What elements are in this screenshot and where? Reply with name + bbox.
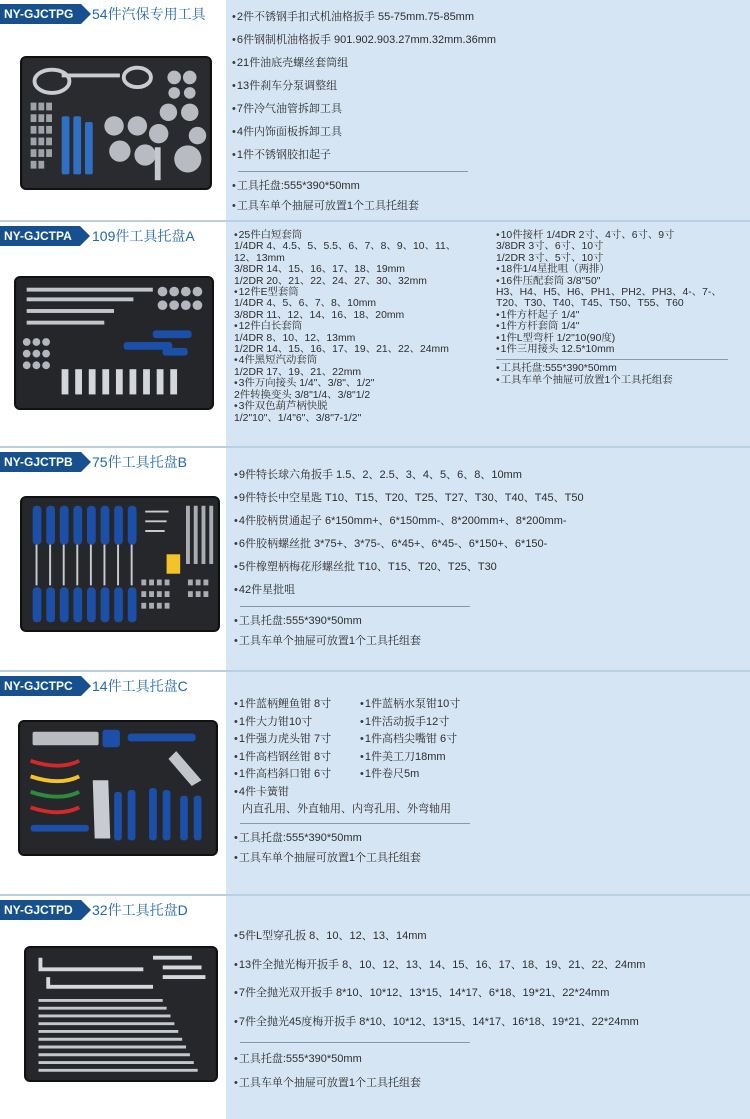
spec-item: H3、H4、H5、H6、PH1、PH2、PH3、4-、7-、 (496, 287, 722, 299)
spec-item: • 18件1/4星批咀（两排） (496, 264, 728, 275)
section-title: 75件工具托盘B (92, 454, 187, 470)
drawer-note: • 工具车单个抽屉可放置1个工具托组套 (496, 375, 728, 387)
section-spec-panel (226, 0, 750, 220)
section-title: 54件汽保专用工具 (92, 6, 206, 22)
spec-item: • 6件钢制机油格扳手 901.902.903.27mm.32mm.36mm (232, 29, 496, 52)
section-gjctpd (0, 896, 750, 1119)
spec-item: 3/8DR 3寸、6寸、10寸 (496, 241, 604, 253)
spec-item: • 9件特长球六角扳手 1.5、2、2.5、3、4、5、6、8、10mm (234, 464, 584, 487)
section-gjctpb (0, 448, 750, 670)
section-code-badge: NY-GJCTPA (0, 226, 80, 246)
tray-size: • 工具托盘:555*390*50mm (234, 1047, 645, 1071)
spec-item: • 7件冷气油管拆卸工具 (232, 98, 496, 121)
section-title: 32件工具托盘D (92, 902, 188, 918)
tool-tray-image (18, 720, 218, 856)
spec-item: 1/2DR 14、15、16、17、19、21、22、24mm (234, 344, 449, 356)
spec-item: • 1件蓝柄鲤鱼钳 8寸 (234, 696, 470, 714)
spec-item: • 5件橡塑柄梅花形螺丝批 T10、T15、T20、T25、T30 (234, 556, 584, 579)
section-title: 14件工具托盘C (92, 678, 188, 694)
section-image-panel (0, 222, 224, 446)
divider (240, 606, 470, 607)
spec-item: 1/4DR 8、10、12、13mm (234, 332, 356, 344)
spec-item: • 25件白短套筒 (234, 230, 456, 241)
section-spec-panel (226, 448, 750, 670)
section-code-badge: NY-GJCTPB (0, 452, 81, 472)
section-spec-panel (226, 222, 750, 446)
spec-item: • 1件强力虎头钳 7寸 (234, 731, 470, 749)
spec-item: 1/4DR 4、4.5、5、5.5、6、7、8、9、10、11、 (234, 241, 457, 253)
spec-item: • 12件E型套筒 (234, 287, 456, 298)
section-image-panel (0, 0, 224, 220)
spec-item: • 7件全抛光双开扳手 8*10、10*12、13*15、14*17、6*18、19*21、22*24mm (234, 979, 645, 1008)
tray-size: • 工具托盘:555*390*50mm (496, 363, 728, 375)
tray-size: • 工具托盘:555*390*50mm (234, 611, 584, 631)
spec-item: • 12件白长套筒 (234, 321, 456, 332)
spec-item: • 13件全抛光梅开扳手 8、10、12、13、14、15、16、17、18、19、21、22、24mm (234, 951, 645, 980)
spec-item: • 1件高档尖嘴钳 6寸 (360, 731, 460, 749)
spec-item: • 7件全抛光45度梅开扳手 8*10、10*12、13*15、14*17、16*18、19*21、22*24mm (234, 1008, 645, 1037)
drawer-note: • 工具车单个抽屉可放置1个工具托组套 (234, 1071, 645, 1095)
spec-item: 12、13mm (234, 252, 285, 264)
spec-item: • 3件万向接头 1/4"、3/8"、1/2" (234, 378, 456, 389)
section-code-badge: NY-GJCTPG (0, 4, 81, 24)
spec-item: • 10件接杆 1/4DR 2寸、4寸、6寸、9寸 (496, 230, 728, 241)
spec-item: • 1件卷尺5m (360, 766, 460, 784)
section-image-panel (0, 448, 224, 670)
spec-item: • 42件星批咀 (234, 579, 584, 602)
section-title: 109件工具托盘A (92, 228, 195, 244)
spec-item: • 4件胶柄贯通起子 6*150mm+、6*150mm-、8*200mm+、8*200mm- (234, 510, 584, 533)
spec-item: • 1件美工刀18mm (360, 749, 460, 767)
spec-item: • 4件内饰面板拆卸工具 (232, 121, 496, 144)
spec-item: 3/8DR 11、12、14、16、18、20mm (234, 309, 405, 321)
spec-item: • 1件不锈钢胶扣起子 (232, 144, 496, 167)
spec-item: • 1件大力钳10寸 (234, 714, 470, 732)
spec-item: • 1件L型弯杆 1/2"10(90度) (496, 333, 728, 344)
section-gjctpa (0, 222, 750, 446)
tray-size: • 工具托盘:555*390*50mm (234, 828, 470, 848)
drawer-note: • 工具车单个抽屉可放置1个工具托组套 (232, 196, 496, 216)
spec-item: • 1件方杆套筒 1/4" (496, 321, 728, 332)
spec-item: T20、T30、T40、T45、T50、T55、T60 (496, 298, 684, 310)
tray-size: • 工具托盘:555*390*50mm (232, 176, 496, 196)
spec-item: • 1件方杆起子 1/4" (496, 310, 728, 321)
tool-tray-image (24, 946, 218, 1082)
spec-item: • 2件不锈钢手扣式机油格扳手 55-75mm.75-85mm (232, 6, 496, 29)
section-spec-panel (226, 896, 750, 1119)
section-gjctpc (0, 672, 750, 894)
divider (240, 823, 470, 824)
drawer-note: • 工具车单个抽屉可放置1个工具托组套 (234, 631, 584, 651)
spec-item: • 1件蓝柄水泵钳10寸 (360, 696, 460, 714)
spec-item-detail: 内直孔用、外直轴用、内弯孔用、外弯轴用 (242, 803, 451, 815)
spec-item: • 1件高档斜口钳 6寸 (234, 766, 470, 784)
spec-item: 1/2DR 20、21、22、24、27、30、32mm (234, 275, 427, 287)
divider (240, 1042, 470, 1043)
spec-item: • 13件刹车分泵调整组 (232, 75, 496, 98)
spec-item: • 1件高档钢丝钳 8寸 (234, 749, 470, 767)
drawer-note: • 工具车单个抽屉可放置1个工具托组套 (234, 848, 470, 868)
spec-item: • 3件双色葫芦柄快脱 (234, 401, 456, 412)
divider (496, 359, 728, 360)
section-image-panel (0, 896, 224, 1119)
section-spec-panel (226, 672, 750, 894)
spec-item: • 4件卡簧钳 (234, 784, 470, 802)
spec-item: • 16件压配套筒 3/8"50" (496, 276, 728, 287)
tool-tray-image (14, 276, 214, 410)
spec-item: • 4件黑短汽动套筒 (234, 355, 456, 366)
section-gjctpg (0, 0, 750, 220)
spec-item: • 6件胶柄螺丝批 3*75+、3*75-、6*45+、6*45-、6*150+、6*150- (234, 533, 584, 556)
section-code-badge: NY-GJCTPC (0, 676, 81, 696)
spec-item: • 5件L型穿孔扳 8、10、12、13、14mm (234, 922, 645, 951)
spec-item: 1/4DR 4、5、6、7、8、10mm (234, 298, 377, 310)
spec-item: • 1件活动扳手12寸 (360, 714, 460, 732)
section-code-badge: NY-GJCTPD (0, 900, 81, 920)
spec-item: 1/2DR 3寸、5寸、10寸 (496, 252, 604, 264)
spec-item: 1/2"10"、1/4"6"、3/8"7-1/2" (234, 412, 362, 424)
spec-item: • 1件三用接头 12.5*10mm (496, 344, 728, 355)
spec-item: 2件转换变头 3/8"1/4、3/8"1/2 (234, 389, 371, 401)
divider (238, 171, 468, 172)
spec-item: 3/8DR 14、15、16、17、18、19mm (234, 264, 405, 276)
spec-item: • 21件油底壳螺丝套筒组 (232, 52, 496, 75)
tool-tray-image (20, 496, 220, 632)
tool-tray-image (20, 56, 212, 190)
spec-item: • 9件特长中空星匙 T10、T15、T20、T25、T27、T30、T40、T45、T50 (234, 487, 584, 510)
spec-item: 1/2DR 17、19、21、22mm (234, 366, 362, 378)
section-image-panel (0, 672, 224, 894)
